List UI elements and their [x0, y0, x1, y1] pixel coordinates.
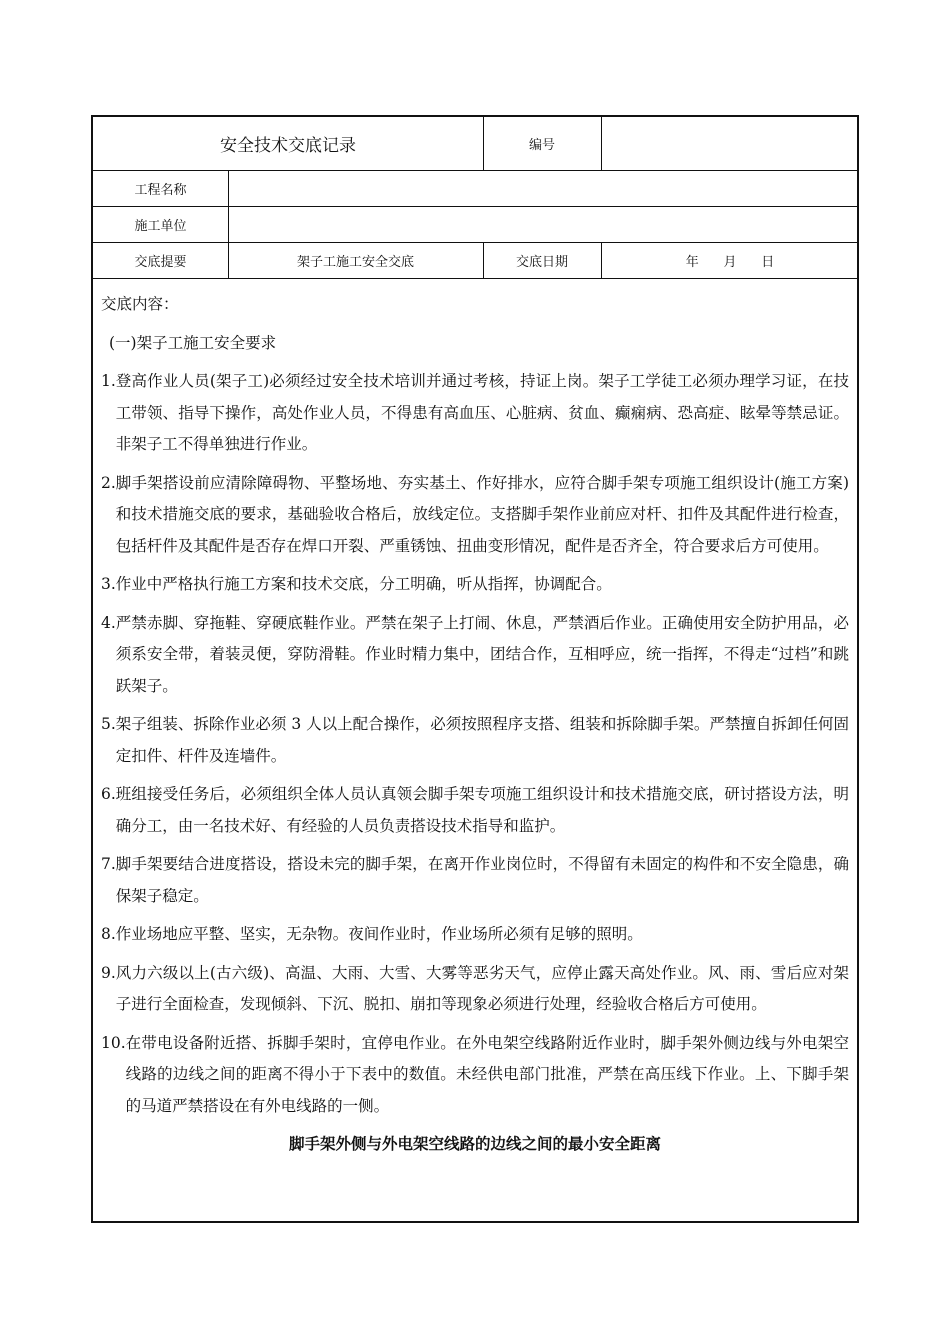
item-text: 脚手架搭设前应清除障碍物、平整场地、夯实基土、作好排水，应符合脚手架专项施工组织设计(施工方案)和技术措施交底的要求，基础验收合格后，放线定位。支搭脚手架作业前应对杆、扣件及其配件进行检查，包括杆件及其配件是否存在焊口开裂、严重锈蚀、扭曲变形情况，配件是否齐全，符合要求后方可使用。	[115, 473, 849, 555]
item-text: 脚手架要结合进度搭设，搭设未完的脚手架，在离开作业岗位时，不得留有未固定的构件和不安全隐患，确保架子稳定。	[115, 855, 849, 905]
grid-line	[93, 278, 857, 279]
item-text: 在带电设备附近搭、拆脚手架时，宜停电作业。在外电架空线路附近作业时，脚手架外侧边线与外电架空线路的边线之间的距离不得小于下表中的数值。未经供电部门批准，严禁在高压线下作业。上、下脚手架的马道严禁搭设在有外电线路的一侧。	[125, 1033, 849, 1115]
form-title: 安全技术交底记录	[220, 136, 356, 156]
table-title: 脚手架外侧与外电架空线路的边线之间的最小安全距离	[288, 1135, 661, 1153]
summary-value: 架子工施工安全交底	[296, 254, 414, 270]
list-item	[101, 709, 849, 772]
item-number: 1.	[101, 372, 116, 390]
construction-unit-value	[228, 206, 859, 242]
list-item	[101, 569, 849, 601]
content-label: 交底内容：	[101, 295, 179, 313]
disclosure-content	[101, 289, 849, 1161]
list-item	[101, 468, 849, 563]
project-name-value	[228, 170, 859, 206]
item-number: 9.	[101, 963, 116, 982]
list-item	[101, 366, 849, 461]
item-number: 6.	[101, 785, 116, 803]
disclosure-form	[91, 115, 859, 1223]
item-text: 作业中严格执行施工方案和技术交底，分工明确，听从指挥，协调配合。	[115, 575, 612, 593]
list-item	[101, 779, 849, 842]
item-number: 2.	[101, 473, 116, 492]
date-value: 年 月 日	[685, 254, 775, 270]
item-number: 3.	[101, 575, 116, 593]
list-item	[101, 849, 849, 912]
item-number: 4.	[101, 613, 116, 632]
item-text: 作业场地应平整、坚实，无杂物。夜间作业时，作业场所必须有足够的照明。	[115, 925, 643, 943]
item-text: 严禁赤脚、穿拖鞋、穿硬底鞋作业。严禁在架子上打闹、休息，严禁酒后作业。正确使用安全防护用品，必须系安全带，着装灵便，穿防滑鞋。作业时精力集中，团结合作，互相呼应，统一指挥，不得走“过档”和跳跃架子。	[115, 613, 849, 695]
list-item	[101, 919, 849, 951]
summary-label: 交底提要	[134, 254, 187, 270]
section-heading: (一)架子工施工安全要求	[109, 333, 277, 352]
code-label: 编号	[528, 138, 555, 153]
item-text: 班组接受任务后，必须组织全体人员认真领会脚手架专项施工组织设计和技术措施交底，研讨搭设方法，明确分工，由一名技术好、有经验的人员负责搭设技术指导和监护。	[115, 785, 849, 835]
item-number: 8.	[101, 925, 116, 943]
item-number: 5.	[101, 715, 116, 733]
code-value	[601, 117, 859, 170]
item-number: 7.	[101, 855, 116, 873]
item-text: 架子组装、拆除作业必须 3 人以上配合操作，必须按照程序支搭、组装和拆除脚手架。严禁擅自拆卸任何固定扣件、杆件及连墙件。	[115, 715, 849, 765]
list-item	[101, 608, 849, 703]
item-text: 风力六级以上(古六级)、高温、大雨、大雪、大雾等恶劣天气，应停止露天高处作业。风、雨、雪后应对架子进行全面检查，发现倾斜、下沉、脱扣、崩扣等现象必须进行处理，经验收合格后方可使用。	[115, 963, 849, 1013]
construction-unit-label: 施工单位	[134, 218, 187, 234]
date-label: 交底日期	[515, 254, 568, 270]
item-text: 登高作业人员(架子工)必须经过安全技术培训并通过考核，持证上岗。架子工学徒工必须办理学习证，在技工带领、指导下操作，高处作业人员，不得患有高血压、心脏病、贫血、癫痫病、恐高症、眩晕等禁忌证。非架子工不得单独进行作业。	[115, 372, 849, 453]
list-item	[101, 958, 849, 1021]
item-number: 10.	[101, 1033, 126, 1052]
project-name-label: 工程名称	[134, 182, 187, 198]
list-item	[101, 1028, 849, 1123]
